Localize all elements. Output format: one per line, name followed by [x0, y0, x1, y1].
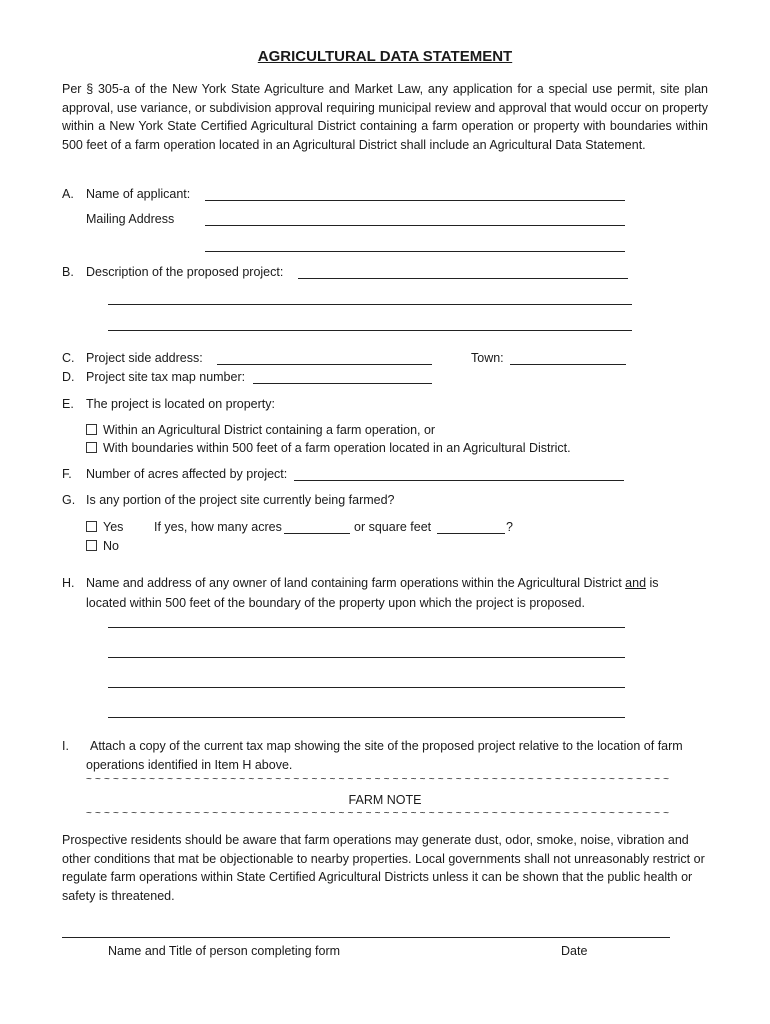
tilde-divider-top: ~ ~ ~ ~ ~ ~ ~ ~ ~ ~ ~ ~ ~ ~ ~ ~ ~ ~ ~ ~ ~ ~ ~ ~ ~ ~ ~ ~ ~ ~ ~ ~ ~ ~ ~ ~ ~ ~ ~ ~ ~ ~ ~ ~ ~ ~ ~ ~ ~ ~ ~ ~ ~ ~ ~ ~ ~ ~ ~ ~ ~ ~ ~ ~ ~ [86, 774, 670, 785]
within-district-label: Within an Agricultural District containing a farm operation, or [103, 423, 436, 437]
item-i-letter: I. [62, 739, 69, 753]
town-label: Town: [471, 351, 504, 365]
mailing-address-field-2[interactable] [205, 251, 625, 252]
date-label: Date [561, 944, 588, 958]
item-e-letter: E. [62, 397, 74, 411]
mailing-address-label: Mailing Address [86, 212, 175, 226]
landowner-label-text: Name and address of any owner of land containing farm operations within the Agricultural District [86, 576, 626, 590]
item-b-letter: B. [62, 265, 74, 279]
landowner-label-line-2: located within 500 feet of the boundary of the property upon which the project is proposed. [86, 596, 585, 610]
farm-note-paragraph: Prospective residents should be aware that farm operations may generate dust, odor, smoke, noise, vibration and other conditions that mat be objectionable to nearby properties. Local governments shall not unreasonably restrict or regulate farm operations within State Certified Agricultural Districts unless it can be shown that the public health or safety is threatened. [62, 833, 705, 903]
item-c-letter: C. [62, 351, 75, 365]
yes-label: Yes [103, 520, 124, 534]
project-description-field-3[interactable] [108, 330, 632, 331]
option-within-district [86, 423, 435, 437]
landowner-field-4[interactable] [108, 717, 625, 718]
landowner-label-is: is [646, 576, 659, 590]
project-description-field-1[interactable] [298, 278, 628, 279]
no-checkbox[interactable] [86, 540, 97, 551]
acres-field[interactable] [284, 533, 350, 534]
landowner-field-3[interactable] [108, 687, 625, 688]
project-description-field-2[interactable] [108, 304, 632, 305]
how-many-acres-label: If yes, how many acres [154, 520, 282, 534]
within-500-feet-checkbox[interactable] [86, 442, 97, 453]
currently-farmed-label: Is any portion of the project site currently being farmed? [86, 493, 395, 507]
item-f-letter: F. [62, 467, 72, 481]
tax-map-number-label: Project site tax map number: [86, 370, 246, 384]
applicant-name-label: Name of applicant: [86, 187, 191, 201]
item-a-letter: A. [62, 187, 74, 201]
item-d-letter: D. [62, 370, 75, 384]
signature-line[interactable] [62, 937, 670, 938]
square-feet-label: or square feet [354, 520, 432, 534]
intro-paragraph: Per § 305-a of the New York State Agriculture and Market Law, any application for a special use permit, site plan approval, use variance, or subdivision approval requiring municipal review and approval that would occur on property within a New York State Certified Agricultural District containing a farm operation or property with boundaries within 500 feet of a farm operation located in an Agricultural District shall include an Agricultural Data Statement. [62, 82, 708, 152]
tax-map-attach-line-1: Attach a copy of the current tax map showing the site of the proposed project relative to the location of farm [90, 739, 683, 753]
option-no [86, 539, 119, 553]
within-500-feet-label: With boundaries within 500 feet of a farm operation located in an Agricultural District. [103, 441, 571, 455]
item-h-letter: H. [62, 576, 75, 590]
yes-checkbox[interactable] [86, 521, 97, 532]
project-description-label: Description of the proposed project: [86, 265, 284, 279]
landowner-field-1[interactable] [108, 627, 625, 628]
tilde-divider-bottom: ~ ~ ~ ~ ~ ~ ~ ~ ~ ~ ~ ~ ~ ~ ~ ~ ~ ~ ~ ~ ~ ~ ~ ~ ~ ~ ~ ~ ~ ~ ~ ~ ~ ~ ~ ~ ~ ~ ~ ~ ~ ~ ~ ~ ~ ~ ~ ~ ~ ~ ~ ~ ~ ~ ~ ~ ~ ~ ~ ~ ~ ~ ~ ~ ~ [86, 808, 670, 819]
landowner-field-2[interactable] [108, 657, 625, 658]
property-location-label: The project is located on property: [86, 397, 275, 411]
town-field[interactable] [510, 364, 626, 365]
option-within-500-feet [86, 441, 571, 455]
option-yes [86, 520, 123, 534]
applicant-name-field[interactable] [205, 200, 625, 201]
question-mark: ? [506, 520, 513, 534]
square-feet-field[interactable] [437, 533, 505, 534]
and-underlined: and [625, 576, 647, 590]
item-g-letter: G. [62, 493, 76, 507]
within-district-checkbox[interactable] [86, 424, 97, 435]
acres-affected-field[interactable] [294, 480, 624, 481]
tax-map-attach-line-2: operations identified in Item H above. [86, 758, 293, 772]
mailing-address-field-1[interactable] [205, 225, 625, 226]
name-title-label: Name and Title of person completing form [108, 944, 341, 958]
landowner-label-line-1 [86, 576, 659, 590]
project-address-field[interactable] [217, 364, 432, 365]
project-address-label: Project side address: [86, 351, 203, 365]
no-label: No [103, 539, 119, 553]
page-title: AGRICULTURAL DATA STATEMENT [257, 48, 513, 65]
tax-map-number-field[interactable] [253, 383, 432, 384]
farm-note-heading: FARM NOTE [348, 793, 422, 807]
acres-affected-label: Number of acres affected by project: [86, 467, 288, 481]
